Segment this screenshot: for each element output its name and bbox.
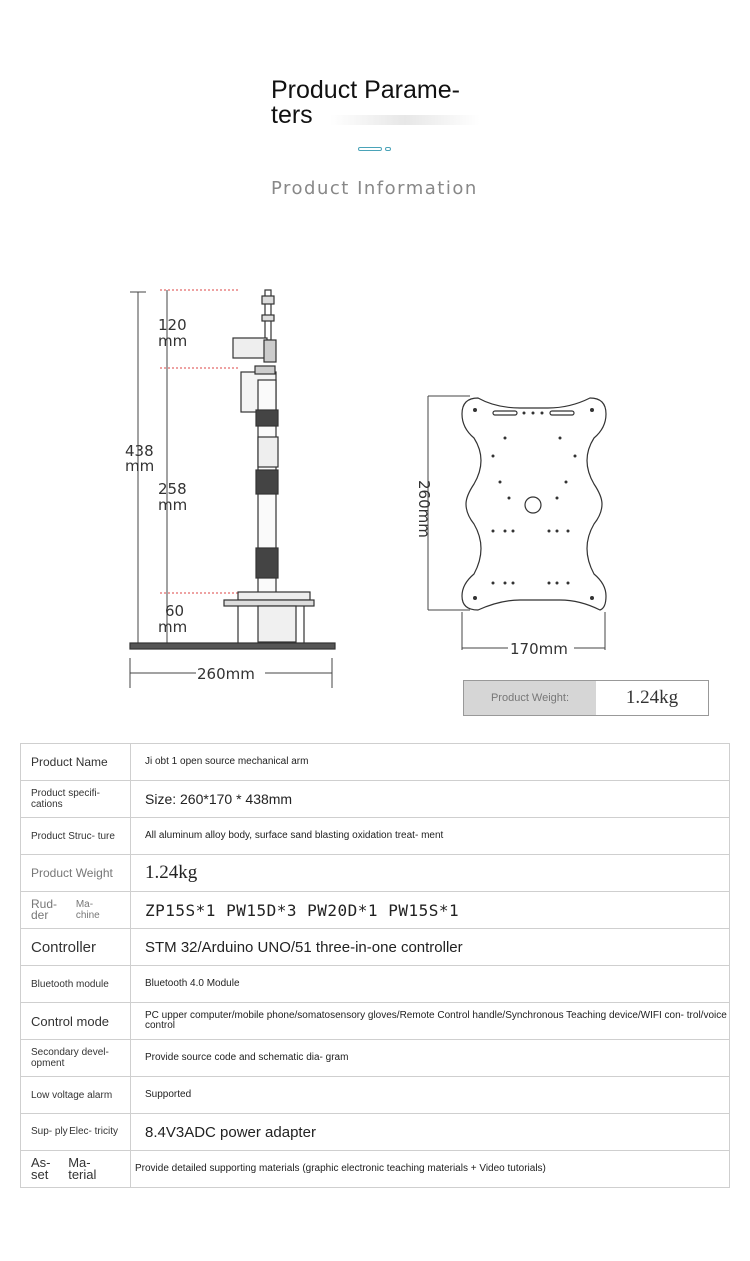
title-line-1: Product Parame-: [271, 76, 460, 104]
base-width-label: 260mm: [197, 665, 255, 683]
base-plate-top-view: [462, 398, 606, 610]
table-row: [21, 855, 730, 892]
spec-key-part-b: Ma- terial: [68, 1155, 97, 1182]
section-subtitle: Product Information: [271, 178, 478, 199]
plate-width-label: 170mm: [510, 640, 568, 658]
spec-key-split: [31, 1127, 130, 1137]
title-line-2: ters: [271, 101, 313, 129]
spec-value: Provide source code and schematic dia- gram: [131, 1040, 730, 1077]
table-row: [21, 892, 730, 929]
bottom-segment-value: 60: [165, 602, 185, 620]
title-decoration: [358, 146, 392, 152]
spec-key: Product Struc- ture: [21, 818, 131, 855]
decoration-bar: [358, 147, 382, 151]
weight-value: 1.24kg: [625, 687, 679, 708]
total-height-value: 438: [125, 442, 154, 460]
table-row: [21, 1151, 730, 1188]
spec-value: 1.24kg: [131, 855, 730, 892]
table-row: [21, 929, 730, 966]
spec-value: STM 32/Arduino UNO/51 three-in-one controller: [131, 929, 730, 966]
spec-key-split: [31, 899, 130, 921]
spec-key: Product specifi- cations: [21, 781, 131, 818]
spec-key-part-a: Sup- ply: [31, 1126, 68, 1137]
table-row: [21, 781, 730, 818]
weight-box: [463, 680, 709, 716]
spec-key-part-a: Rud- der: [31, 897, 58, 922]
spec-key-split: [31, 1157, 130, 1181]
table-row: [21, 1077, 730, 1114]
spec-value: PC upper computer/mobile phone/somatosensory gloves/Remote Control handle/Synchronous Teaching device/WIFI con- trol/voice control: [131, 1003, 730, 1040]
spec-key: [21, 1151, 131, 1188]
spec-key: Product Weight: [21, 855, 131, 892]
table-row: [21, 966, 730, 1003]
spec-value: Supported: [131, 1077, 730, 1114]
spec-key: Controller: [21, 929, 131, 966]
spec-value: Size: 260*170 * 438mm: [131, 781, 730, 818]
decoration-dot: [385, 147, 391, 151]
plate-height-label: 260mm: [415, 480, 433, 538]
table-row: [21, 744, 730, 781]
spec-value: Provide detailed supporting materials (graphic electronic teaching materials + Video tutorials): [131, 1151, 730, 1188]
spec-key-part-a: As- set: [31, 1155, 51, 1182]
spec-key: Low voltage alarm: [21, 1077, 131, 1114]
mid-segment-value: 258: [158, 480, 187, 498]
spec-key-part-b: Ma- chine: [75, 899, 100, 921]
table-row: [21, 1040, 730, 1077]
table-row: [21, 1114, 730, 1151]
table-row: [21, 818, 730, 855]
spec-key: Product Name: [21, 744, 131, 781]
spec-value: Bluetooth 4.0 Module: [131, 966, 730, 1003]
technical-drawing: [0, 270, 750, 710]
spec-value: Ji obt 1 open source mechanical arm: [131, 744, 730, 781]
weight-label: Product Weight:: [464, 681, 596, 715]
top-segment-value: 120: [158, 316, 187, 334]
spec-key: [21, 1114, 131, 1151]
spec-key: Control mode: [21, 1003, 131, 1040]
mid-segment-unit: mm: [158, 496, 188, 514]
spec-value: 8.4V3ADC power adapter: [131, 1114, 730, 1151]
spec-key-part-b: Elec- tricity: [69, 1126, 118, 1137]
spec-value: ZP15S*1 PW15D*3 PW20D*1 PW15S*1: [131, 892, 730, 929]
plate-height-dimension: [428, 396, 470, 610]
spec-key: Bluetooth module: [21, 966, 131, 1003]
top-segment-unit: mm: [158, 332, 188, 350]
spec-key: [21, 892, 131, 929]
specs-table: [20, 743, 730, 1188]
bottom-segment-unit: mm: [158, 618, 188, 636]
total-height-unit: mm: [125, 457, 155, 475]
table-row: [21, 1003, 730, 1040]
spec-key: Secondary devel- opment: [21, 1040, 131, 1077]
spec-value: All aluminum alloy body, surface sand blasting oxidation treat- ment: [131, 818, 730, 855]
title-shadow: [330, 115, 480, 125]
